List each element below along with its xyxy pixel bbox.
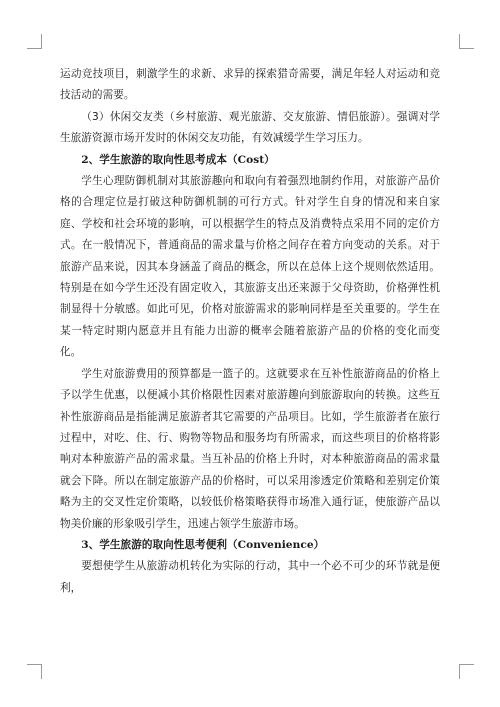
document-body <box>60 64 440 599</box>
paragraph-convenience: 要想使学生从旅游动机转化为实际的行动，其中一个必不可少的环节就是便利， <box>60 560 440 594</box>
crop-mark-bottom-right <box>459 664 474 679</box>
paragraph-leisure-dating: （3）休闲交友类（乡村旅游、观光旅游、交友旅游、情侣旅游）。强调对学生旅游资源市场开发时的休闲交友功能，有效减缓学生学习压力。 <box>60 110 440 145</box>
paragraph-cost-budget: 学生对旅游费用的预算都是一篮子的。这就要求在互补性旅游商品的价格上予以学生优惠，以便减小其价格限性因素对旅游趣向到旅游取向的转换。这些互补性旅游商品是指能满足旅游者其它需要的产品项目。比如，学生旅游者在旅行过程中，对吃、住、行、购物等物品和服务均有所需求，而这些项目的价格将影响对本种旅游产品的需求量。当互补品的价格上升时，对本种旅游商品的需求量就会下降。所以在制定旅游产品的价格时，可以采用渗透定价策略和差别定价策略为主的交叉性定价策略，以较低价格策略获得市场准入通行证，使旅游产品以物美价廉的形象吸引学生，迅速占领学生旅游市场。 <box>60 367 440 530</box>
section-heading-convenience: 3、学生旅游的取向性思考便利（Convenience） <box>81 538 325 551</box>
crop-mark-top-right <box>459 34 474 49</box>
paragraph-cost-defense: 学生心理防御机制对其旅游趣向和取向有着强烈地制约作用，对旅游产品价格的合理定位是打破这种防御机制的可行方式。针对学生自身的情况和来自家庭、学校和社会环境的影响，可以根据学生的特点及消费特点采用不同的定价方式。在一般情况下，普通商品的需求量与价格之间存在着方向变动的关系。对于旅游产品来说，因其本身涵盖了商品的概念，所以在总体上这个规则依然适用。特别是在如今学生还没有固定收入，其旅游支出还来源于父母资助，价格弹性机制显得十分敏感。如此可见，价格对旅游需求的影响同样是至关重要的。学生在某一特定时期内愿意并且有能力出游的概率会随着旅游产品的价格的变化而变化。 <box>60 175 440 359</box>
crop-mark-top-left <box>27 34 42 49</box>
paragraph-sports-continuation: 运动竞技项目，刺激学生的求新、求异的探索猎奇需要，满足年轻人对运动和竞技活动的需要。 <box>60 68 440 102</box>
crop-mark-bottom-left <box>27 664 42 679</box>
section-heading-cost: 2、学生旅游的取向性思考成本（Cost） <box>81 153 275 166</box>
